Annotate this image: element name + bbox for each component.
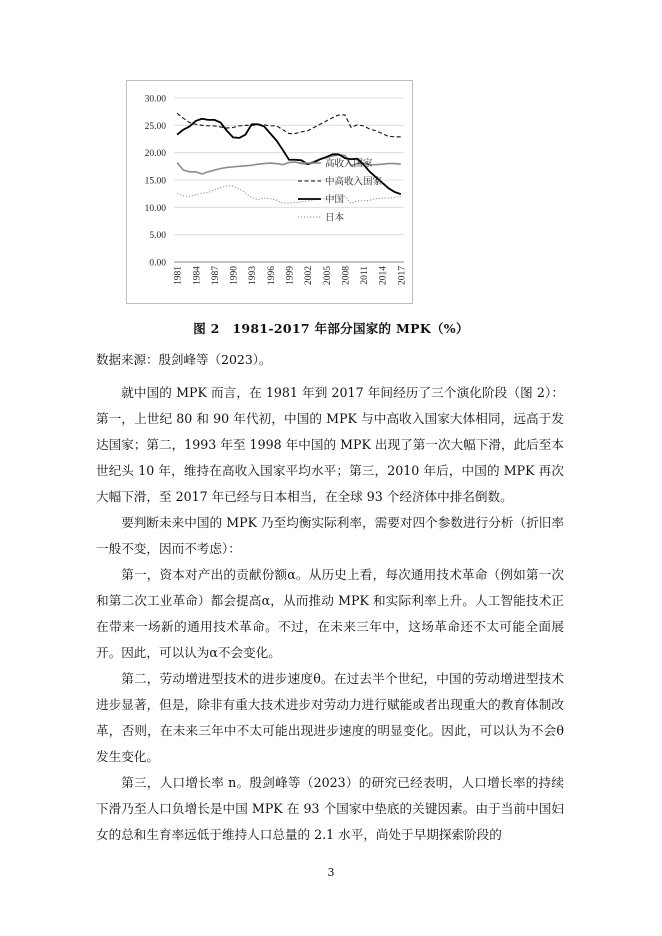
paragraph-text: 第二，劳动增进型技术的进步速度θ。在过去半个世纪，中国的劳动增进型技术进步显著，但是，除非有重大技术进步对劳动力进行赋能或者出现重大的教育体制改革，否则，在未来三年中不太可能出现进步速度的明显变化。因此，可以认为不会θ发生变化。 [96,671,564,764]
paragraph-text: 第一，资本对产出的贡献份额α。从历史上看，每次通用技术革命（例如第一次和第二次工业革命）都会提高α，从而推动 MPK 和实际利率上升。人工智能技术正在带来一场新的通用技术革命。不过，在未来三年中，这场革命还不太可能全面展开。因此，可以认为α不会变化。 [96,567,564,660]
paragraph-3 [96,562,564,666]
legend-label: 中国 [325,194,345,206]
x-tick-label: 1987 [210,266,221,285]
paragraph-4 [96,666,564,770]
y-tick-label: 30.00 [144,94,166,105]
y-tick-label: 5.00 [149,231,166,242]
legend-label: 日本 [325,212,345,224]
x-tick-label: 1981 [173,266,184,285]
x-tick-label: 1993 [248,266,259,285]
x-tick-label: 2005 [322,266,333,285]
x-tick-label: 1990 [229,266,240,285]
series-line [177,186,401,204]
mpk-line-chart [126,80,413,304]
x-tick-label: 2008 [341,266,352,285]
figure-caption: 图 2 1981-2017 年部分国家的 MPK（%） [193,321,469,336]
paragraph-5 [96,770,564,848]
x-tick-label: 1996 [266,266,277,285]
page-number: 3 [327,866,335,879]
paragraph-text: 就中国的 MPK 而言，在 1981 年到 2017 年间经历了三个演化阶段（图 2）：第一，上世纪 80 和 90 年代初，中国的 MPK 与中高收入国家大体相同，远高于发达国家；第二，1993 年至 1998 年中国的 MPK 出现了第一次大幅下滑，此后至本世纪头 10 年，维持在高收入国家平均水平；第三，2010 年后，中国的 MPK 再次大幅下滑，至 2017 年已经与日本相当，在全球 93 个经济体中排名倒数。 [96,385,564,504]
legend-label: 中高收入国家 [325,176,383,188]
x-tick-label: 2002 [304,266,315,285]
x-tick-label: 2011 [360,266,371,285]
paragraph-text: 第三，人口增长率 n。殷剑峰等（2023）的研究已经表明，人口增长率的持续下滑乃至人口负增长是中国 MPK 在 93 个国家中垫底的关键因素。由于当前中国妇女的总和生育率远低于维持人口总量的 2.1 水平，尚处于早期探索阶段的 [96,775,564,842]
x-tick-label: 1984 [192,266,203,285]
x-tick-label: 2017 [397,266,408,285]
y-tick-label: 10.00 [144,203,166,214]
y-tick-label: 15.00 [144,176,166,187]
data-source: 数据来源：殷剑峰等（2023）。 [96,352,272,367]
legend-label: 高收入国家 [325,158,373,170]
y-tick-label: 25.00 [144,121,166,132]
paragraph-text: 要判断未来中国的 MPK 乃至均衡实际利率，需要对四个参数进行分析（折旧率一般不变，因而不考虑）： [96,515,564,556]
paragraph-2 [96,510,564,562]
x-tick-label: 2014 [378,266,389,285]
y-tick-label: 0.00 [149,258,166,269]
x-tick-label: 1999 [285,266,296,285]
paragraph-1 [96,380,564,510]
y-tick-label: 20.00 [144,149,166,160]
